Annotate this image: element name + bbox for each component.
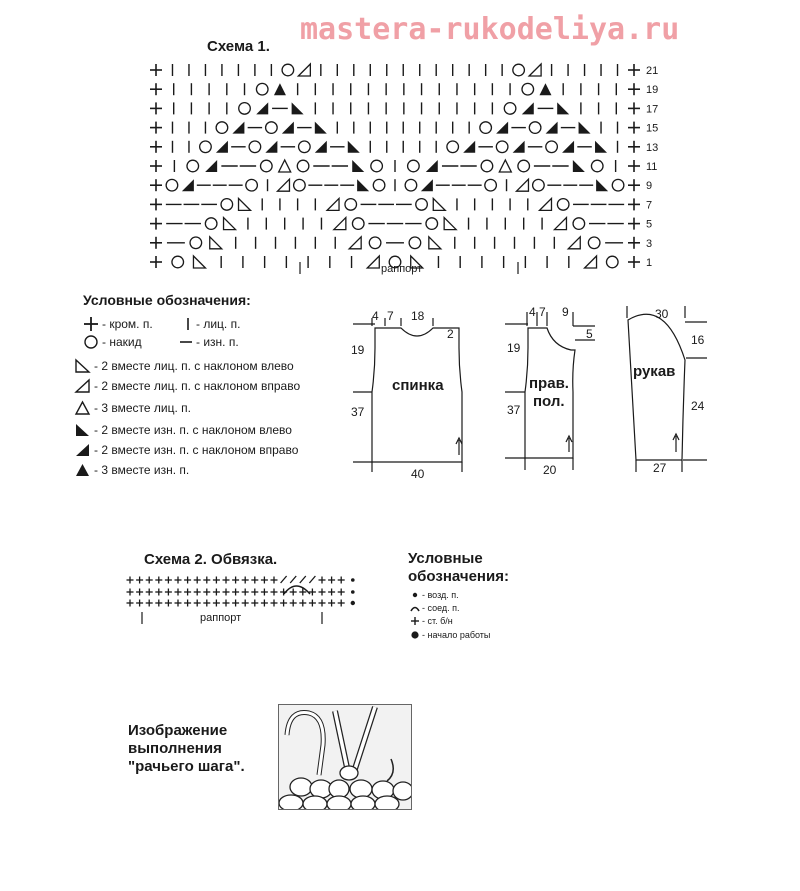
sc-stitch xyxy=(232,600,239,607)
row-number: 15 xyxy=(646,122,659,135)
chart-cell xyxy=(628,83,640,95)
chart-cell xyxy=(426,218,438,230)
chart-cell xyxy=(416,199,428,211)
row-number: 17 xyxy=(646,103,659,116)
chart-cell xyxy=(205,218,217,230)
chart-cell xyxy=(150,160,162,172)
chart-cell xyxy=(369,237,381,249)
p3tog-icon xyxy=(74,462,92,478)
chart-cell xyxy=(150,198,162,210)
back-outline xyxy=(372,328,462,462)
chart-cell xyxy=(433,198,445,210)
sc-stitch xyxy=(194,600,201,607)
chart-cell xyxy=(216,122,228,134)
chart-cell xyxy=(628,122,640,134)
chart-cell xyxy=(261,160,273,172)
sc-stitch xyxy=(319,577,326,584)
chart-cell xyxy=(371,160,383,172)
chart-cell xyxy=(367,256,379,268)
chart-cell xyxy=(205,160,217,172)
chart-cell xyxy=(447,141,459,153)
chart-cell xyxy=(150,179,162,191)
legend1 xyxy=(82,316,342,486)
back-dim-shoulder: 4 xyxy=(372,309,379,323)
chart-cell xyxy=(557,102,569,114)
sc-stitch xyxy=(155,600,162,607)
chart-cell xyxy=(408,160,420,172)
chart-cell xyxy=(150,256,162,268)
legend-item-k2tog-left: - 2 вместе лиц. п. с наклоном влево xyxy=(74,358,294,374)
chart-cell xyxy=(518,160,530,172)
chart-cell xyxy=(298,64,310,76)
chart-cell xyxy=(516,179,528,191)
front-label-line2: пол. xyxy=(533,393,565,410)
chart-cell xyxy=(606,256,618,268)
chart-cell xyxy=(546,122,558,134)
chart-cell xyxy=(327,198,339,210)
sc-stitch xyxy=(261,589,268,596)
site-watermark: mastera-rukodeliya.ru xyxy=(300,12,680,47)
front-dim-width: 20 xyxy=(543,463,557,477)
chart-cell xyxy=(150,64,162,76)
chart-cell xyxy=(274,83,286,95)
chart-cell xyxy=(429,237,441,249)
chart-cell xyxy=(265,141,277,153)
sc-stitch xyxy=(319,600,326,607)
chart-cell xyxy=(539,83,551,95)
back-dim-side: 37 xyxy=(351,405,365,419)
sleeve-dim-width: 27 xyxy=(653,461,667,475)
row-number: 11 xyxy=(646,161,658,173)
sc-stitch xyxy=(271,589,278,596)
chart-cell xyxy=(595,141,607,153)
slip-stitch-arc xyxy=(284,586,310,594)
chart-cell xyxy=(299,141,311,153)
start-point-icon xyxy=(410,630,420,640)
sc-stitch xyxy=(127,577,134,584)
sc-stitch xyxy=(127,600,134,607)
legend1-heading: Условные обозначения: xyxy=(83,292,251,308)
sc-stitch xyxy=(184,600,191,607)
chart-cell xyxy=(485,179,497,191)
legend-item-p2tog-left: - 2 вместе изн. п. с наклоном влево xyxy=(74,422,292,438)
sc-stitch xyxy=(271,600,278,607)
legend2-item-slst: - соед. п. xyxy=(410,603,460,613)
chart-cell xyxy=(591,160,603,172)
sc-stitch xyxy=(165,589,172,596)
chart-cell xyxy=(224,218,236,230)
scheme1-rapport-label: раппорт xyxy=(381,263,423,275)
sc-stitch xyxy=(184,577,191,584)
sc-stitch xyxy=(213,577,220,584)
row-end-dot xyxy=(351,601,355,605)
sc-stitch xyxy=(328,600,335,607)
chart-cell xyxy=(256,83,268,95)
front-dim-shoulder: 4 xyxy=(529,305,536,319)
chart-cell xyxy=(481,160,493,172)
chart-cell xyxy=(249,141,261,153)
scheme2-title: Схема 2. Обвязка. xyxy=(144,551,278,568)
chart-cell xyxy=(190,237,202,249)
chain-stitch-icon xyxy=(410,590,420,600)
sc-stitch xyxy=(338,577,345,584)
sc-stitch xyxy=(338,600,345,607)
back-dim-neck-depth: 2 xyxy=(447,327,454,341)
chart-cell xyxy=(352,218,364,230)
row-number: 19 xyxy=(646,84,659,97)
crab-stitch-mark xyxy=(309,576,315,583)
chart-cell xyxy=(239,103,251,115)
knit-stitch-icon xyxy=(182,316,194,332)
chart-cell xyxy=(573,218,585,230)
chart-cell xyxy=(256,102,268,114)
chart-cell xyxy=(529,122,541,134)
chart-cell xyxy=(463,141,475,153)
yarn-over-icon xyxy=(82,334,100,350)
scheme1-chart xyxy=(150,58,670,280)
sc-stitch xyxy=(194,577,201,584)
slip-stitch-icon xyxy=(410,603,420,613)
chart-cell xyxy=(628,237,640,249)
sc-stitch xyxy=(155,589,162,596)
crab-stitch-mark xyxy=(300,576,306,583)
sc-stitch xyxy=(175,600,182,607)
sc-stitch xyxy=(271,577,278,584)
sc-stitch xyxy=(328,577,335,584)
front-dim-shoulder2: 7 xyxy=(539,305,546,319)
chart-cell xyxy=(349,237,361,249)
chart-cell xyxy=(628,160,640,172)
chart-cell xyxy=(529,64,541,76)
sc-stitch xyxy=(223,600,230,607)
chart-cell xyxy=(588,237,600,249)
sc-stitch xyxy=(146,589,153,596)
front-dim-neck: 9 xyxy=(562,305,569,319)
row-number: 9 xyxy=(646,180,653,193)
sc-stitch xyxy=(203,589,210,596)
chart-cell xyxy=(292,102,304,114)
legend2-heading: Условные обозначения: xyxy=(408,550,509,585)
chart-cell xyxy=(539,198,551,210)
crab-stitch-mark xyxy=(290,576,296,583)
back-dim-width: 40 xyxy=(411,467,425,481)
chart-cell xyxy=(277,179,289,191)
chart-cell xyxy=(266,122,278,134)
front-dim-neck-depth: 5 xyxy=(586,327,593,341)
sc-stitch xyxy=(309,589,316,596)
chart-cell xyxy=(282,122,294,134)
photo-caption: Изображение выполнения "рачьего шага". xyxy=(128,722,245,775)
chart-cell xyxy=(216,141,228,153)
row-number: 5 xyxy=(646,218,653,231)
chart-cell xyxy=(279,160,291,172)
sleeve-dim-top: 30 xyxy=(655,307,669,321)
sc-stitch xyxy=(251,589,258,596)
chart-cell xyxy=(480,122,492,134)
row-end-dot xyxy=(351,578,355,582)
chart-cell xyxy=(187,160,199,172)
legend-item-k2tog-right: - 2 вместе лиц. п. с наклоном вправо xyxy=(74,378,300,394)
legend-item-p2tog-right: - 2 вместе изн. п. с наклоном вправо xyxy=(74,442,298,458)
chart-cell xyxy=(200,141,212,153)
purl-stitch-icon xyxy=(178,334,194,350)
sc-stitch xyxy=(242,600,249,607)
chart-cell xyxy=(150,122,162,134)
sc-stitch xyxy=(251,577,258,584)
legend-item-k3tog: - 3 вместе лиц. п. xyxy=(74,400,191,416)
chart-cell xyxy=(348,141,360,153)
chart-cell xyxy=(628,218,640,230)
sc-stitch xyxy=(175,589,182,596)
k3tog-icon xyxy=(74,400,92,416)
chart-cell xyxy=(562,141,574,153)
sc-stitch xyxy=(223,589,230,596)
chart-cell xyxy=(210,237,222,249)
chart-cell xyxy=(628,141,640,153)
chart-cell xyxy=(628,256,640,268)
sc-stitch xyxy=(328,589,335,596)
sc-stitch xyxy=(136,600,143,607)
p2tog-left-icon xyxy=(74,422,92,438)
sc-stitch xyxy=(242,577,249,584)
chart-cell xyxy=(533,179,545,191)
crab-stitch-drawing xyxy=(279,705,411,809)
chart-cell xyxy=(172,256,184,268)
chart-cell xyxy=(554,218,566,230)
chart-cell xyxy=(405,179,417,191)
sc-stitch xyxy=(127,589,134,596)
sc-stitch xyxy=(213,589,220,596)
sc-stitch xyxy=(213,600,220,607)
chart-cell xyxy=(496,141,508,153)
sc-stitch xyxy=(184,589,191,596)
legend-item-p3tog: - 3 вместе изн. п. xyxy=(74,462,189,478)
chart-cell xyxy=(166,179,178,191)
legend-item-purl: - изн. п. xyxy=(178,334,239,350)
chart-cell xyxy=(297,160,309,172)
scheme2-chart xyxy=(126,570,376,630)
chart-cell xyxy=(294,179,306,191)
chart-cell xyxy=(221,199,233,211)
chart-cell xyxy=(513,64,525,76)
sc-stitch xyxy=(309,600,316,607)
back-dim-shoulder2: 7 xyxy=(387,309,394,323)
sc-stitch xyxy=(146,600,153,607)
sc-stitch xyxy=(232,589,239,596)
legend-item-yo: - накид xyxy=(82,334,142,350)
back-label: спинка xyxy=(392,377,444,394)
crab-stitch-illustration xyxy=(278,704,412,810)
sleeve-dim-cap: 16 xyxy=(691,333,705,347)
sc-stitch xyxy=(203,600,210,607)
scheme1-title: Схема 1. xyxy=(207,38,270,55)
chart-cell xyxy=(628,64,640,76)
sc-stitch xyxy=(290,589,297,596)
chart-cell xyxy=(150,83,162,95)
chart-cell xyxy=(496,122,508,134)
chart-cell xyxy=(282,64,294,76)
sc-stitch xyxy=(223,577,230,584)
chart-cell xyxy=(239,198,251,210)
sc-stitch xyxy=(251,600,258,607)
chart-cell xyxy=(150,218,162,230)
chart-cell xyxy=(546,141,558,153)
sc-stitch xyxy=(146,577,153,584)
front-label-line1: прав. xyxy=(529,375,569,392)
chart-cell xyxy=(426,160,438,172)
chart-cell xyxy=(150,102,162,114)
chart-cell xyxy=(573,160,585,172)
chart-cell xyxy=(315,122,327,134)
sc-stitch xyxy=(280,600,287,607)
legend2-item-start: - начало работы xyxy=(410,630,490,640)
chart-cell xyxy=(232,122,244,134)
chart-cell xyxy=(522,102,534,114)
chart-cell xyxy=(557,199,569,211)
sc-stitch xyxy=(338,589,345,596)
chart-cell xyxy=(513,141,525,153)
chart-cell xyxy=(150,141,162,153)
sc-stitch xyxy=(203,577,210,584)
row-end-dot xyxy=(351,590,355,594)
back-dim-armhole: 19 xyxy=(351,343,365,357)
scheme2-rapport-label: раппорт xyxy=(200,612,242,624)
sc-stitch xyxy=(165,600,172,607)
sc-stitch xyxy=(319,589,326,596)
sc-stitch xyxy=(194,589,201,596)
sc-stitch xyxy=(136,589,143,596)
chart-cell xyxy=(182,179,194,191)
sc-stitch xyxy=(232,577,239,584)
chart-cell xyxy=(628,102,640,114)
chart-cell xyxy=(504,103,516,115)
chart-cell xyxy=(444,218,456,230)
front-dim-side: 37 xyxy=(507,403,521,417)
chart-cell xyxy=(345,199,357,211)
row-number: 21 xyxy=(646,65,659,77)
chart-cell xyxy=(596,179,608,191)
chart-cell xyxy=(628,179,640,191)
sc-stitch xyxy=(242,589,249,596)
legend-item-knit: - лиц. п. xyxy=(182,316,240,332)
row-number: 7 xyxy=(646,199,653,212)
k2tog-left-icon xyxy=(74,358,92,374)
chart-cell xyxy=(522,83,534,95)
sc-stitch xyxy=(261,600,268,607)
edge-stitch-icon xyxy=(82,316,100,332)
legend2-item-sc: - ст. б/н xyxy=(410,616,453,626)
sc-stitch xyxy=(136,577,143,584)
chart-cell xyxy=(421,179,433,191)
p2tog-right-icon xyxy=(74,442,92,458)
sc-stitch xyxy=(175,577,182,584)
row-number: 1 xyxy=(646,257,653,269)
chart-cell xyxy=(579,122,591,134)
crab-stitch-mark xyxy=(281,576,287,583)
k2tog-right-icon xyxy=(74,378,92,394)
row-number: 3 xyxy=(646,237,653,250)
front-dim-armhole: 19 xyxy=(507,341,521,355)
sc-stitch xyxy=(155,577,162,584)
chart-cell xyxy=(612,179,624,191)
chart-cell xyxy=(628,198,640,210)
sc-stitch xyxy=(261,577,268,584)
chart-cell xyxy=(373,179,385,191)
chart-cell xyxy=(409,237,421,249)
chart-cell xyxy=(568,237,580,249)
sc-stitch xyxy=(165,577,172,584)
chart-cell xyxy=(150,237,162,249)
sleeve-dim-length: 24 xyxy=(691,399,705,413)
garment-patterns xyxy=(345,300,725,490)
single-crochet-icon xyxy=(410,616,420,626)
legend2-item-ch: - возд. п. xyxy=(410,590,459,600)
back-dim-neck: 18 xyxy=(411,309,425,323)
chart-cell xyxy=(499,160,511,172)
chart-cell xyxy=(357,179,369,191)
chart-cell xyxy=(585,256,597,268)
row-number: 13 xyxy=(646,141,659,154)
sc-stitch xyxy=(290,600,297,607)
sleeve-label: рукав xyxy=(633,363,676,380)
chart-cell xyxy=(246,179,258,191)
legend-item-edge: - кром. п. xyxy=(82,316,153,332)
chart-cell xyxy=(334,218,346,230)
sc-stitch xyxy=(299,600,306,607)
chart-cell xyxy=(315,141,327,153)
chart-cell xyxy=(193,256,205,268)
chart-cell xyxy=(352,160,364,172)
